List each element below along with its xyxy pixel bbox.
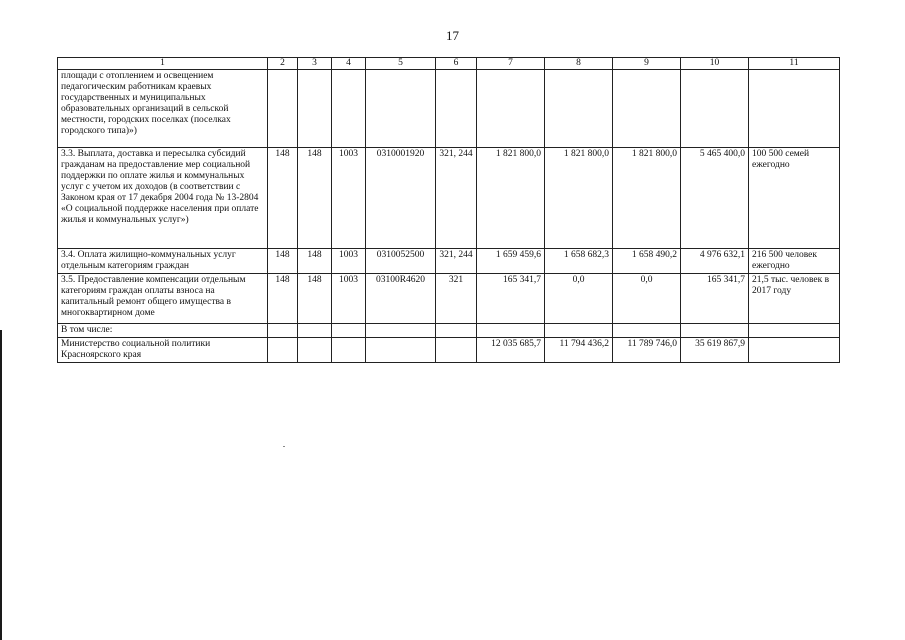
cell-col2 <box>268 70 298 148</box>
cell-col4 <box>332 338 366 363</box>
cell-col6: 321, 244 <box>436 249 477 274</box>
cell-col3 <box>298 70 332 148</box>
cell-col2: 148 <box>268 274 298 324</box>
column-header: 1 <box>58 58 268 70</box>
cell-col9 <box>613 70 681 148</box>
cell-col2: 148 <box>268 249 298 274</box>
budget-table <box>57 57 840 363</box>
cell-col11: 21,5 тыс. человек в 2017 году <box>749 274 840 324</box>
row-name: 3.3. Выплата, доставка и пересылка субсидий гражданам на предоставление мер социальной поддержки по оплате жилья и коммунальных услуг с учетом их доходов (в соответствии с Законом края от 17 декабря 2004 года № 13-2804 «О социальной поддержке населения при оплате жилья и коммунальных услуг») <box>58 148 268 249</box>
cell-col2: 148 <box>268 148 298 249</box>
cell-col11 <box>749 70 840 148</box>
cell-col6 <box>436 70 477 148</box>
cell-col7: 1 821 800,0 <box>477 148 545 249</box>
cell-col5: 03100R4620 <box>366 274 436 324</box>
cell-col3: 148 <box>298 148 332 249</box>
cell-col6: 321, 244 <box>436 148 477 249</box>
cell-col8: 1 658 682,3 <box>545 249 613 274</box>
cell-col3: 148 <box>298 249 332 274</box>
table-row <box>58 249 840 274</box>
cell-col8: 11 794 436,2 <box>545 338 613 363</box>
cell-col6: 321 <box>436 274 477 324</box>
cell-col10 <box>681 324 749 338</box>
row-name: В том числе: <box>58 324 268 338</box>
cell-col7: 165 341,7 <box>477 274 545 324</box>
cell-col11: 100 500 семей ежегодно <box>749 148 840 249</box>
cell-col11 <box>749 338 840 363</box>
scan-speck <box>283 446 285 447</box>
cell-col7: 1 659 459,6 <box>477 249 545 274</box>
column-header: 7 <box>477 58 545 70</box>
cell-col5 <box>366 338 436 363</box>
cell-col8 <box>545 324 613 338</box>
column-header: 11 <box>749 58 840 70</box>
column-header: 10 <box>681 58 749 70</box>
cell-col8: 0,0 <box>545 274 613 324</box>
column-header: 6 <box>436 58 477 70</box>
cell-col6 <box>436 338 477 363</box>
row-name: 3.5. Предоставление компенсации отдельным категориям граждан оплаты взноса на капитальный ремонт общего имущества в многоквартирном доме <box>58 274 268 324</box>
cell-col7 <box>477 70 545 148</box>
cell-col11 <box>749 324 840 338</box>
cell-col2 <box>268 324 298 338</box>
column-header: 8 <box>545 58 613 70</box>
cell-col4 <box>332 324 366 338</box>
cell-col5: 0310001920 <box>366 148 436 249</box>
table-row <box>58 70 840 148</box>
cell-col9: 1 658 490,2 <box>613 249 681 274</box>
column-header: 5 <box>366 58 436 70</box>
cell-col5: 0310052500 <box>366 249 436 274</box>
cell-col3 <box>298 324 332 338</box>
row-name: Министерство социальной политики Красноярского края <box>58 338 268 363</box>
cell-col5 <box>366 324 436 338</box>
table-row <box>58 338 840 363</box>
cell-col8 <box>545 70 613 148</box>
cell-col10: 35 619 867,9 <box>681 338 749 363</box>
cell-col5 <box>366 70 436 148</box>
column-header: 4 <box>332 58 366 70</box>
cell-col4: 1003 <box>332 249 366 274</box>
cell-col10: 165 341,7 <box>681 274 749 324</box>
cell-col3 <box>298 338 332 363</box>
table-header-row <box>58 58 840 70</box>
row-name: площади с отоплением и освещением педагогическим работникам краевых государственных и муниципальных образовательных организаций в сельской местности, городских поселках (поселках городского типа)») <box>58 70 268 148</box>
cell-col2 <box>268 338 298 363</box>
cell-col10 <box>681 70 749 148</box>
cell-col8: 1 821 800,0 <box>545 148 613 249</box>
cell-col9: 1 821 800,0 <box>613 148 681 249</box>
cell-col4: 1003 <box>332 148 366 249</box>
cell-col11: 216 500 человек ежегодно <box>749 249 840 274</box>
column-header: 3 <box>298 58 332 70</box>
page-number: 17 <box>446 28 459 43</box>
table-row <box>58 274 840 324</box>
cell-col10: 4 976 632,1 <box>681 249 749 274</box>
cell-col4: 1003 <box>332 274 366 324</box>
cell-col3: 148 <box>298 274 332 324</box>
cell-col10: 5 465 400,0 <box>681 148 749 249</box>
cell-col7 <box>477 324 545 338</box>
scan-edge-shadow <box>0 330 2 640</box>
table-row <box>58 148 840 249</box>
column-header: 2 <box>268 58 298 70</box>
cell-col9: 11 789 746,0 <box>613 338 681 363</box>
column-header: 9 <box>613 58 681 70</box>
cell-col9: 0,0 <box>613 274 681 324</box>
cell-col6 <box>436 324 477 338</box>
row-name: 3.4. Оплата жилищно-коммунальных услуг отдельным категориям граждан <box>58 249 268 274</box>
cell-col9 <box>613 324 681 338</box>
cell-col4 <box>332 70 366 148</box>
table-row <box>58 324 840 338</box>
cell-col7: 12 035 685,7 <box>477 338 545 363</box>
